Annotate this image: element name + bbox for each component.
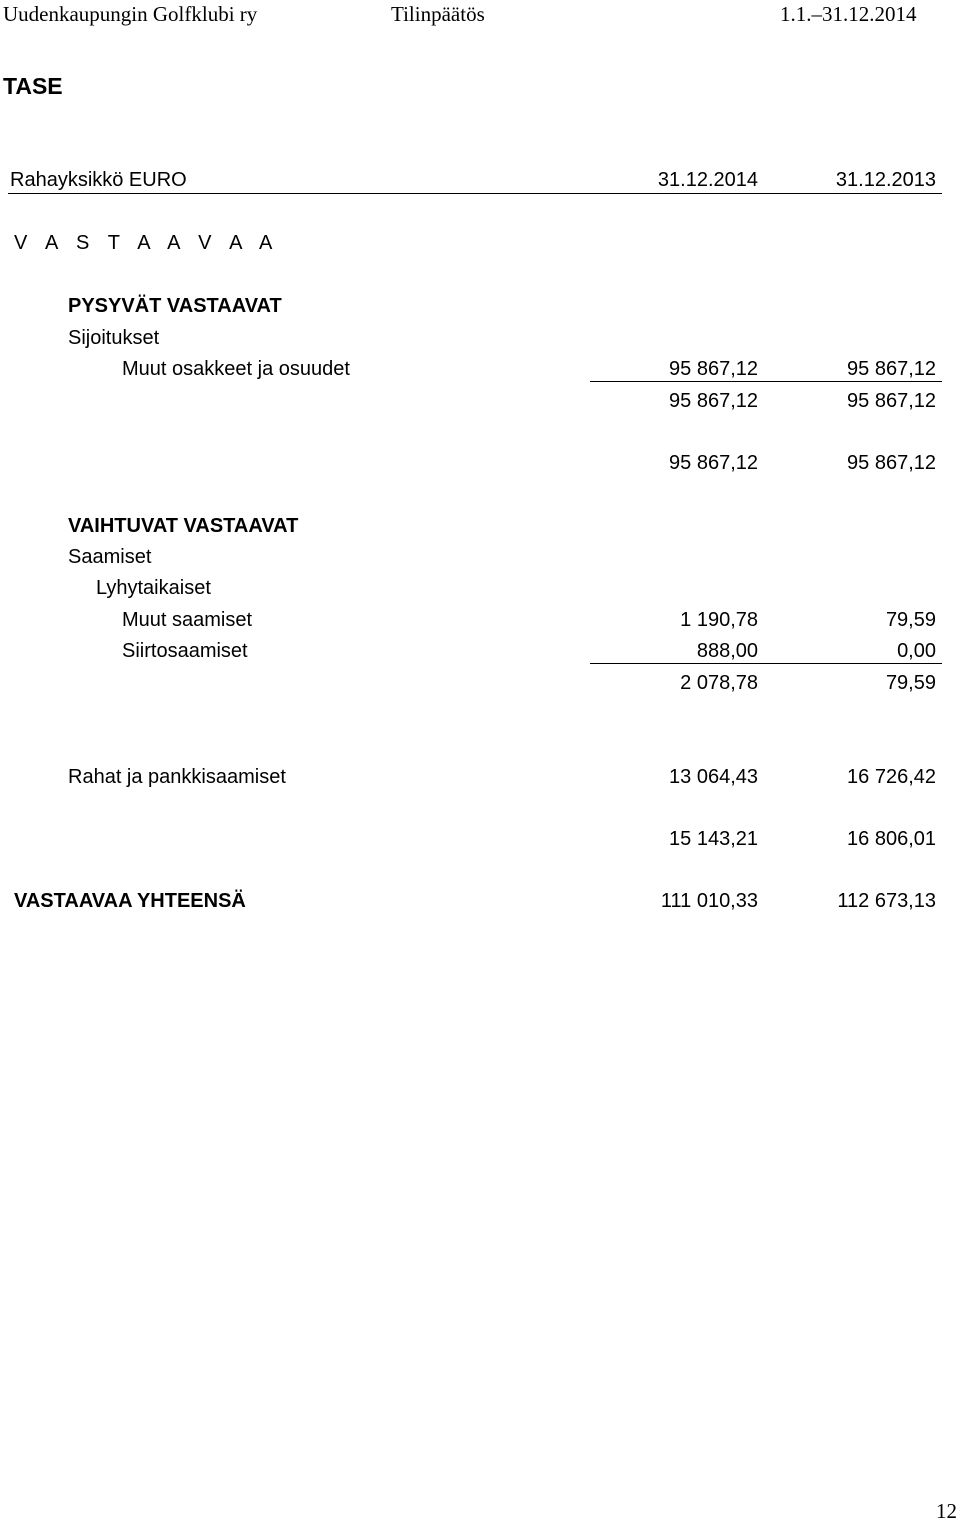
column-header-current: 31.12.2014 <box>657 169 758 191</box>
subtotal-rule-saamiset <box>590 663 942 664</box>
value-pysyvat-total-previous: 95 867,12 <box>847 452 936 474</box>
page-number: 12 <box>936 1499 957 1523</box>
value-vaihtuvat-total-current: 15 143,21 <box>669 828 758 850</box>
heading-pysyvat-vastaavat: PYSYVÄT VASTAAVAT <box>68 295 282 317</box>
value-vaihtuvat-total-previous: 16 806,01 <box>847 828 936 850</box>
header-period: 1.1.–31.12.2014 <box>780 2 917 26</box>
subtotal-rule-sijoitukset <box>590 381 942 382</box>
value-sijoitukset-total-current: 95 867,12 <box>669 390 758 412</box>
value-rahat-current: 13 064,43 <box>669 766 758 788</box>
heading-vaihtuvat-vastaavat: VAIHTUVAT VASTAAVAT <box>68 515 299 537</box>
column-header-previous: 31.12.2013 <box>835 169 936 191</box>
label-lyhytaikaiset: Lyhytaikaiset <box>96 577 211 599</box>
label-muut-osakkeet: Muut osakkeet ja osuudet <box>122 358 350 380</box>
value-yhteensa-previous: 112 673,13 <box>837 890 936 912</box>
label-sijoitukset: Sijoitukset <box>68 327 160 349</box>
header-organization: Uudenkaupungin Golfklubi ry <box>3 2 258 26</box>
value-muut-osakkeet-previous: 95 867,12 <box>847 358 936 380</box>
value-sijoitukset-total-previous: 95 867,12 <box>847 390 936 412</box>
label-muut-saamiset: Muut saamiset <box>122 609 253 631</box>
value-pysyvat-total-current: 95 867,12 <box>669 452 758 474</box>
section-label: V A S T A A V A A <box>14 232 279 254</box>
value-yhteensa-current: 111 010,33 <box>660 890 758 912</box>
value-muut-osakkeet-current: 95 867,12 <box>669 358 758 380</box>
value-muut-saamiset-previous: 79,59 <box>885 609 936 631</box>
label-rahat: Rahat ja pankkisaamiset <box>68 766 286 788</box>
label-vastaavaa-yhteensa: VASTAAVAA YHTEENSÄ <box>14 890 246 912</box>
label-saamiset: Saamiset <box>68 546 152 568</box>
header-underline <box>8 193 942 194</box>
label-siirtosaamiset: Siirtosaamiset <box>122 640 248 662</box>
value-muut-saamiset-current: 1 190,78 <box>680 609 758 631</box>
page-title: TASE <box>3 73 63 99</box>
value-saamiset-total-current: 2 078,78 <box>680 672 758 694</box>
value-siirtosaamiset-previous: 0,00 <box>897 640 936 662</box>
value-siirtosaamiset-current: 888,00 <box>696 640 758 662</box>
unit-label: Rahayksikkö EURO <box>10 169 187 191</box>
value-saamiset-total-previous: 79,59 <box>885 672 936 694</box>
header-document: Tilinpäätös <box>391 2 485 26</box>
value-rahat-previous: 16 726,42 <box>847 766 936 788</box>
